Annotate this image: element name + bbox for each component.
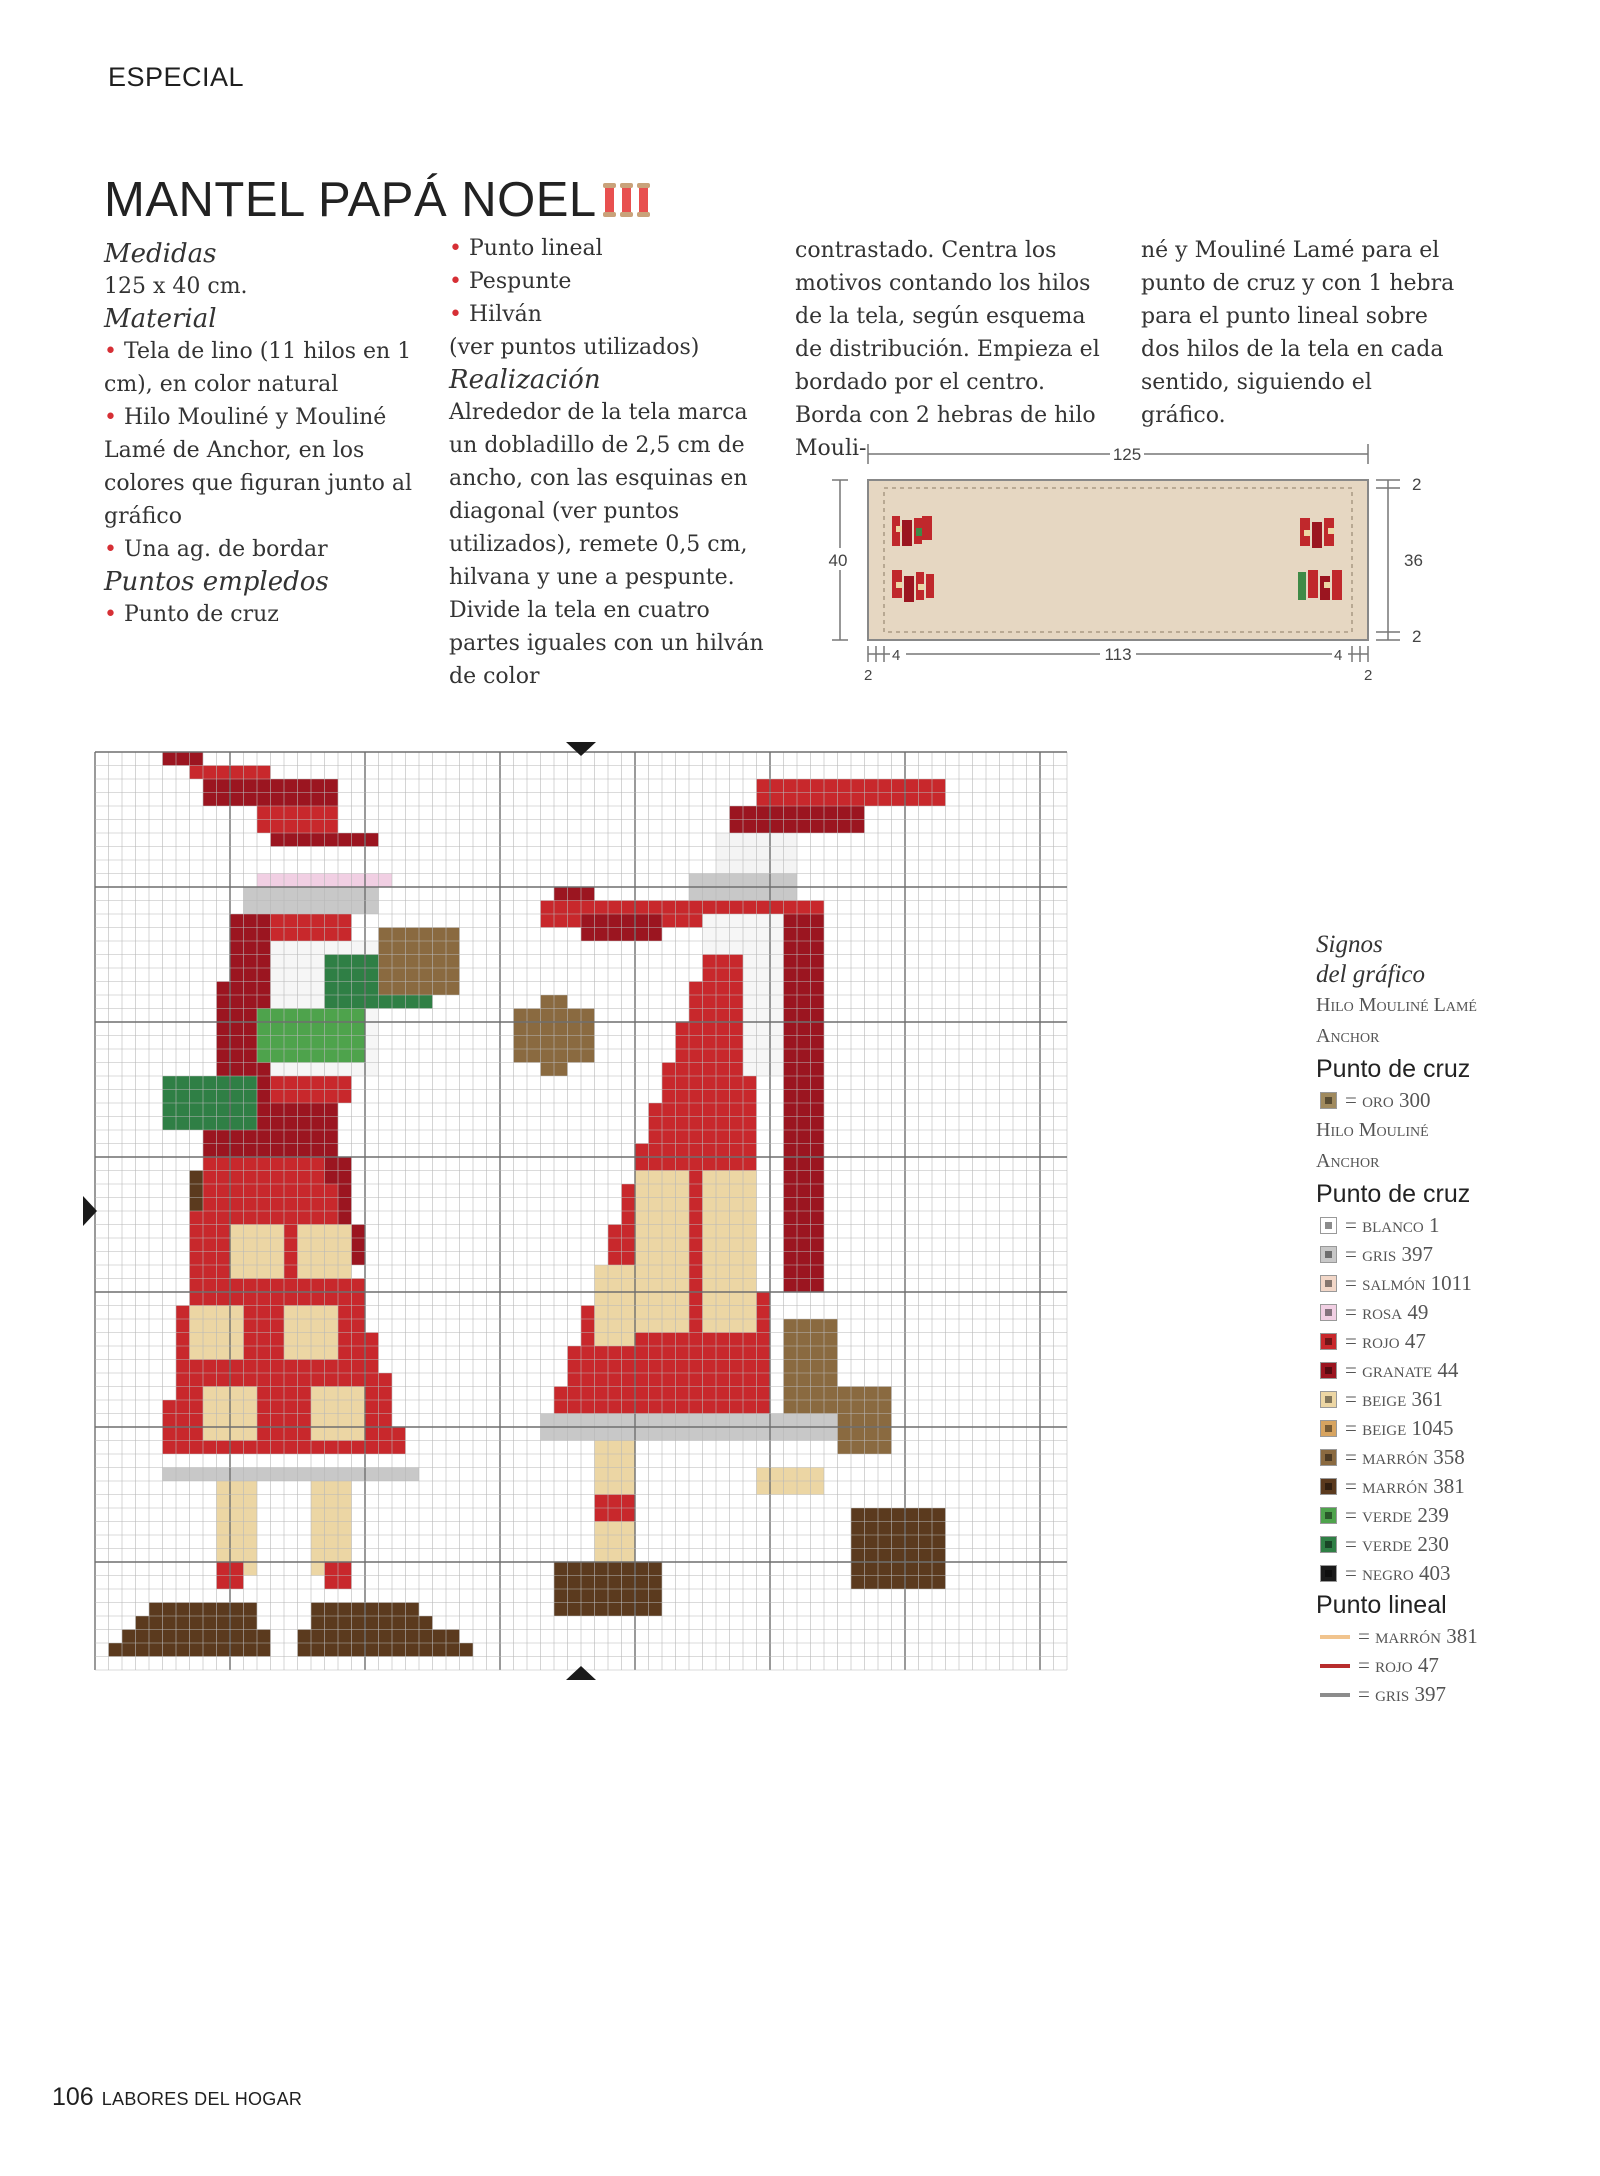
- stitch-block: [662, 1076, 757, 1090]
- legend-section-heading: Punto de cruz: [1316, 1055, 1471, 1083]
- legend-section-heading: Punto lineal: [1316, 1591, 1447, 1619]
- legend-entry-label: = verde 239: [1345, 1503, 1449, 1527]
- material-item: • Hilo Mouliné y Mouliné Lamé de Anchor, en los colores que figuran junto al gráfico: [104, 401, 424, 533]
- inner-height-label: 36: [1404, 551, 1423, 570]
- legend-thread-brand: Hilo Mouliné: [1316, 1119, 1429, 1141]
- color-swatch-icon: [1320, 1092, 1337, 1109]
- color-swatch-icon: [1320, 1275, 1337, 1292]
- text-column-1: [104, 238, 424, 631]
- heading-realizacion: Realización: [449, 365, 601, 395]
- legend-entry: [1320, 1240, 1562, 1269]
- legend-entry: [1320, 1211, 1562, 1240]
- stitch-block: [163, 1468, 420, 1482]
- legend-thread-brand: Hilo Mouliné Lamé: [1316, 994, 1477, 1016]
- legend-entry: [1320, 1356, 1562, 1385]
- difficulty-spools: [603, 183, 654, 217]
- material-item: • Tela de lino (11 hilos en 1 cm), en color natural: [104, 335, 424, 401]
- color-swatch-icon: [1320, 1478, 1337, 1495]
- stitch-block: [298, 1643, 474, 1657]
- line-swatch-icon: [1320, 1664, 1350, 1668]
- legend-entry-label: = gris 397: [1358, 1682, 1447, 1706]
- legend-entry-label: = beige 361: [1345, 1387, 1444, 1411]
- stitch-block: [554, 887, 595, 901]
- legend-thread-brand: Anchor: [1316, 1025, 1380, 1047]
- stitch-block: [676, 1036, 744, 1050]
- legend-thread-brand: Anchor: [1316, 1150, 1380, 1172]
- legend-entry-label: = blanco 1: [1345, 1213, 1440, 1237]
- color-swatch-icon: [1320, 1449, 1337, 1466]
- legend-lame-list: [1300, 1086, 1562, 1115]
- stitch-block: [568, 1373, 771, 1387]
- stitch-block: [568, 1360, 771, 1374]
- instructions-text: Alrededor de la tela marca un dobladillo de 2,5 cm de ancho, con las esquinas en diagonal (ver puntos utilizados), remete 0,5 cm, hilvana y une a pespunte. Divide la tela en cuatro partes iguales con un hilván de color: [449, 400, 764, 689]
- margin-bottom-label: 2: [1412, 627, 1422, 646]
- color-swatch-icon: [1320, 1420, 1337, 1437]
- legend-entry-label: = oro 300: [1345, 1088, 1431, 1112]
- text-column-2: [449, 232, 765, 693]
- stitch-block: [676, 1049, 744, 1063]
- stitch-item: • Punto de cruz: [104, 598, 424, 631]
- stitch-block: [136, 1616, 258, 1630]
- legend-entry: [1320, 1327, 1562, 1356]
- stitch-block: [703, 968, 744, 982]
- legend-section-heading: Punto de cruz: [1316, 1180, 1471, 1208]
- stitch-block: [662, 1090, 757, 1104]
- stitch-block: [676, 1022, 744, 1036]
- magazine-name: LABORES DEL HOGAR: [101, 2089, 303, 2109]
- color-swatch-icon: [1320, 1333, 1337, 1350]
- spool-icon: [603, 183, 616, 217]
- legend-entry: [1320, 1651, 1562, 1680]
- motif-thumbnail: [1300, 518, 1334, 548]
- line-swatch-icon: [1320, 1635, 1350, 1639]
- page-number: 106: [52, 2083, 94, 2111]
- stitch-block: [176, 1360, 379, 1374]
- instructions-text: né y Mouliné Lamé para el punto de cruz y con 1 hebra para el punto lineal sobre dos hilos de la tela en cada sentido, siguiendo el gráfico.: [1141, 238, 1455, 428]
- medidas-text: 125 x 40 cm.: [104, 274, 248, 299]
- stitch-block: [635, 1157, 757, 1171]
- legend-entry-label: = rosa 49: [1345, 1300, 1429, 1324]
- legend-entry: [1320, 1680, 1562, 1709]
- right-margin-2-label: 2: [1364, 667, 1373, 684]
- stitch-block: [703, 955, 744, 969]
- color-swatch-icon: [1320, 1362, 1337, 1379]
- stitch-block: [190, 1292, 366, 1306]
- legend: [1300, 920, 1562, 1720]
- color-swatch-icon: [1320, 1507, 1337, 1524]
- text-column-3: [795, 234, 1115, 465]
- stitch-block: [635, 1144, 757, 1158]
- legend-entry: [1320, 1622, 1562, 1651]
- color-swatch-icon: [1320, 1304, 1337, 1321]
- legend-entry: [1320, 1530, 1562, 1559]
- legend-entry-label: = negro 403: [1345, 1561, 1451, 1585]
- spool-icon: [620, 183, 633, 217]
- spool-icon: [637, 183, 650, 217]
- inner-width-label: 113: [1104, 645, 1132, 664]
- color-swatch-icon: [1320, 1217, 1337, 1234]
- stitch-block: [203, 1171, 325, 1185]
- bottom-centre-marker-icon: [566, 1666, 596, 1680]
- heading-puntos: Puntos empledos: [104, 567, 329, 597]
- stitch-block: [203, 1157, 325, 1171]
- stitch-item: • Pespunte: [449, 265, 765, 298]
- legend-entry-label: = marrón 381: [1358, 1624, 1478, 1648]
- legend-entry-label: = rojo 47: [1358, 1653, 1439, 1677]
- stitch-note: (ver puntos utilizados): [449, 335, 700, 360]
- legend-entry: [1320, 1086, 1562, 1115]
- layout-diagram: [820, 440, 1423, 690]
- legend-title: Signos: [1316, 931, 1383, 958]
- legend-entry-label: = granate 44: [1345, 1358, 1459, 1382]
- material-item: • Una ag. de bordar: [104, 533, 424, 566]
- legend-entry-label: = marrón 358: [1345, 1445, 1465, 1469]
- heading-material: Material: [104, 304, 217, 334]
- article-title: MANTEL PAPÁ NOEL: [104, 173, 597, 227]
- legend-line-list: [1300, 1622, 1562, 1709]
- legend-entry-label: = rojo 47: [1345, 1329, 1426, 1353]
- page-footer: [52, 2083, 302, 2112]
- stitch-block: [190, 1211, 339, 1225]
- legend-entry-label: = marrón 381: [1345, 1474, 1465, 1498]
- legend-entry-label: = salmón 1011: [1345, 1271, 1472, 1295]
- legend-colour-list: [1300, 1211, 1562, 1588]
- margin-top-label: 2: [1412, 475, 1422, 494]
- color-swatch-icon: [1320, 1565, 1337, 1582]
- top-centre-marker-icon: [566, 742, 596, 756]
- line-swatch-icon: [1320, 1693, 1350, 1697]
- stitch-block: [163, 752, 204, 766]
- height-label: 40: [828, 551, 848, 570]
- section-label: ESPECIAL: [108, 62, 245, 92]
- title-block: [104, 172, 654, 228]
- right-margin-4-label: 4: [1334, 647, 1343, 664]
- color-swatch-icon: [1320, 1391, 1337, 1408]
- tablecloth-rect: [868, 480, 1368, 640]
- stitch-item: • Punto lineal: [449, 232, 765, 265]
- legend-entry: [1320, 1385, 1562, 1414]
- left-margin-2-label: 2: [864, 667, 873, 684]
- cross-stitch-chart: [40, 740, 1510, 2050]
- stitch-block: [190, 1279, 366, 1293]
- legend-entry: [1320, 1559, 1562, 1588]
- stitch-block: [311, 1616, 433, 1630]
- width-label: 125: [1112, 445, 1142, 464]
- legend-entry: [1320, 1443, 1562, 1472]
- legend-entry-label: = gris 397: [1345, 1242, 1434, 1266]
- heading-medidas: Medidas: [104, 239, 217, 269]
- text-column-4: [1141, 234, 1461, 432]
- left-margin-4-label: 4: [892, 647, 901, 664]
- stitch-item: • Hilván: [449, 298, 765, 331]
- legend-subtitle: del gráfico: [1316, 961, 1426, 988]
- legend-entry: [1320, 1472, 1562, 1501]
- stitch-block: [122, 1630, 271, 1644]
- instructions-text: contrastado. Centra los motivos contando los hilos de la tela, según esquema de distribución. Empieza el bordado por el centro. Borda con 2 hebras de hilo Mouli-: [795, 238, 1100, 461]
- legend-entry: [1320, 1298, 1562, 1327]
- legend-entry-label: = verde 230: [1345, 1532, 1449, 1556]
- legend-entry: [1320, 1501, 1562, 1530]
- legend-entry: [1320, 1414, 1562, 1443]
- color-swatch-icon: [1320, 1536, 1337, 1553]
- color-swatch-icon: [1320, 1246, 1337, 1263]
- legend-entry: [1320, 1269, 1562, 1298]
- legend-entry-label: = beige 1045: [1345, 1416, 1454, 1440]
- stitch-block: [568, 1346, 771, 1360]
